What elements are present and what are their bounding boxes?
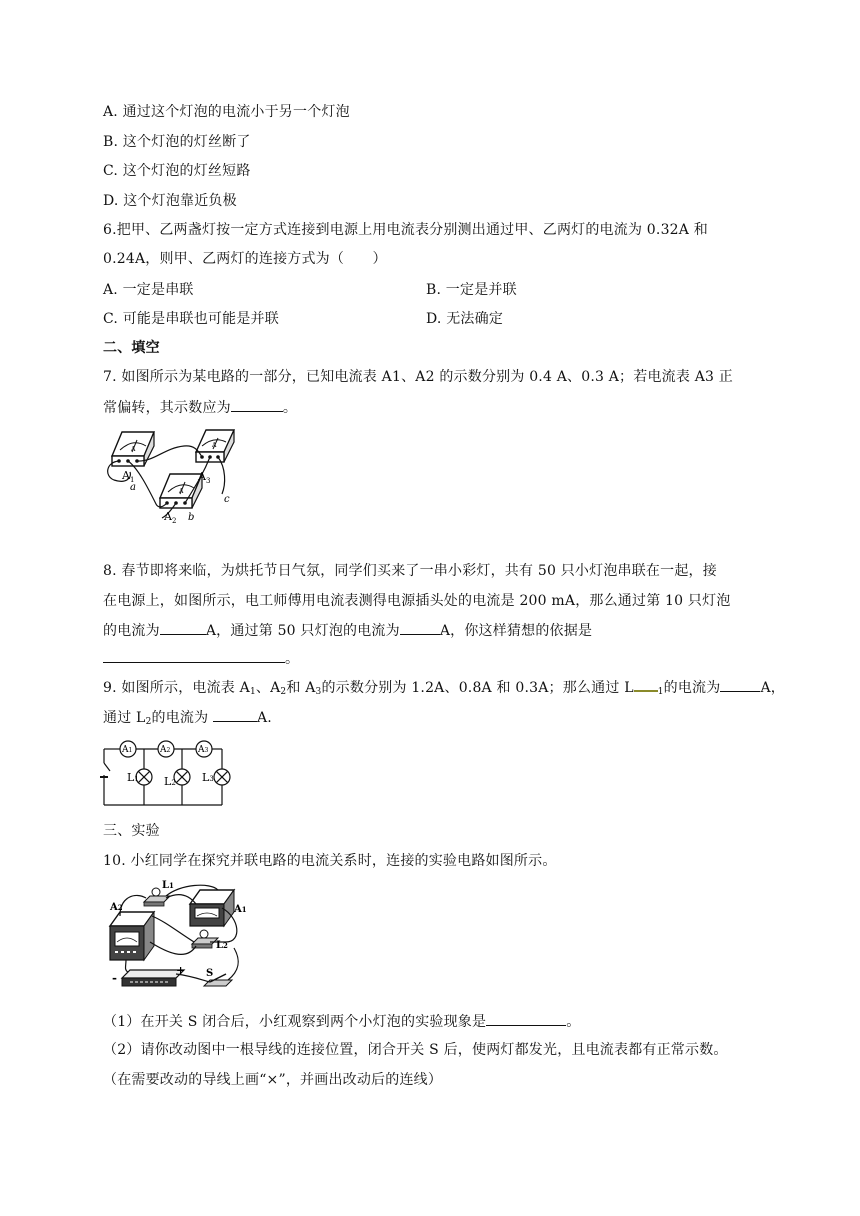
q7-ammeter-figure [104,428,244,524]
q10-subquestion-2: （2）请你改动图中一根导线的连接位置，闭合开关 S 后，使两灯都发光，且电流表都有正常示数。 [103,1042,728,1058]
q9-answer-blank-1 [720,677,760,692]
q9-answer-blank-2 [213,707,257,722]
svg-text:L2: L2 [164,775,176,788]
q7-stem-line1: 7. 如图所示为某电路的一部分，已知电流表 A1、A2 的示数分别为 0.4 A、0.3 A；若电流表 A3 正 [103,369,733,385]
q6-option-c: C. 可能是串联也可能是并联 [103,311,279,327]
q8-answer-blank-2 [400,620,440,635]
ammeter-a3 [196,430,234,462]
q6-options-row2 [103,309,504,329]
q6-option-b: B. 一定是并联 [426,282,517,298]
q9-stem-line1: 9. 如图所示，电流表 $A_1$、$A_2$和 $A_3$的示数分别为 1.2A、0.8A 和 0.3A；那么通过 L $_1$的电流为 A， [103,677,785,702]
section-heading-experiment: 三、实验 [103,823,160,839]
q7-stem-line2: 常偏转，其示数应为 。 [103,397,297,418]
q10-experiment-circuit-figure [106,882,246,992]
q6-options-row1 [103,280,517,300]
q6-stem-line1: 6.把甲、乙两盏灯按一定方式连接到电源上用电流表分别测出通过甲、乙两灯的电流为 0.32A 和 [103,222,708,238]
ammeter-a2-device [110,912,154,960]
q5-option-c: C. 这个灯泡的灯丝短路 [103,163,251,179]
q8-stem-line4: 。 [103,648,299,669]
q8-stem-line2: 在电源上，如图所示，电工师傅用电流表测得电源插头处的电流是 200 mA，那么通过第 10 只灯泡 [103,593,731,609]
svg-text:A3: $A_3$ [198,470,211,485]
svg-text:A2: A2 [160,745,171,755]
q5-option-a: A. 通过这个灯泡的电流小于另一个灯泡 [103,104,350,120]
svg-text:A: A [212,442,217,449]
lamp-l2 [192,930,218,948]
svg-text:A2: $A_2$ [164,510,177,525]
q8-stem-line1: 8. 春节即将来临，为烘托节日气氛，同学们买来了一串小彩灯，共有 50 只小灯泡串联在一起，接 [103,563,717,579]
svg-text:L2: L2 [216,940,228,951]
q7-answer-blank [231,397,283,412]
svg-text:A1: $A_1$ [122,469,135,484]
svg-text:+: + [176,964,186,977]
svg-text:b: b [188,512,195,523]
svg-text:A1: A1 [122,745,133,755]
svg-text:S: S [206,968,214,979]
q6-option-a: A. 一定是串联 [103,282,194,298]
svg-text:A1: A1 [234,904,247,915]
q8-answer-blank-3 [103,648,285,663]
battery-pack [122,970,184,986]
svg-text:A: A [131,446,136,453]
q9-circuit-diagram [104,737,234,807]
q8-answer-blank-1 [160,620,206,635]
q8-stem-line3: 的电流为 A，通过第 50 只灯泡的电流为 A，你这样猜想的依据是 [103,620,592,641]
svg-text:A3: A3 [198,745,209,755]
q10-answer-blank [486,1011,566,1026]
svg-text:-: - [112,971,117,985]
svg-text:a: a [130,482,136,493]
q10-subquestion-1: （1）在开关 S 闭合后，小红观察到两个小灯泡的实验现象是 。 [103,1011,580,1032]
svg-text:c: c [224,494,230,505]
q5-option-d: D. 这个灯泡靠近负极 [103,193,237,209]
ammeter-a1-device [190,890,234,926]
svg-text:L3: L3 [202,771,214,784]
q5-option-b: B. 这个灯泡的灯丝断了 [103,134,251,150]
q6-stem-line2: 0.24A，则甲、乙两灯的连接方式为（ ） [103,251,387,267]
section-heading-fill-in: 二、填空 [103,340,160,356]
svg-text:A: A [179,488,184,495]
svg-text:A2: A2 [110,902,123,913]
q10-stem-line1: 10. 小红同学在探究并联电路的电流关系时，连接的实验电路如图所示。 [103,853,557,869]
svg-text:L1: L1 [127,771,139,784]
q10-subquestion-2-note: （在需要改动的导线上画“×”，并画出改动后的连线） [103,1072,443,1088]
q9-stem-line2: 通过 $L_2$的电流为 A. [103,707,272,732]
q6-option-d: D. 无法确定 [426,311,504,327]
q9-olive-mark [634,678,658,692]
svg-text:L1: L1 [162,880,174,891]
